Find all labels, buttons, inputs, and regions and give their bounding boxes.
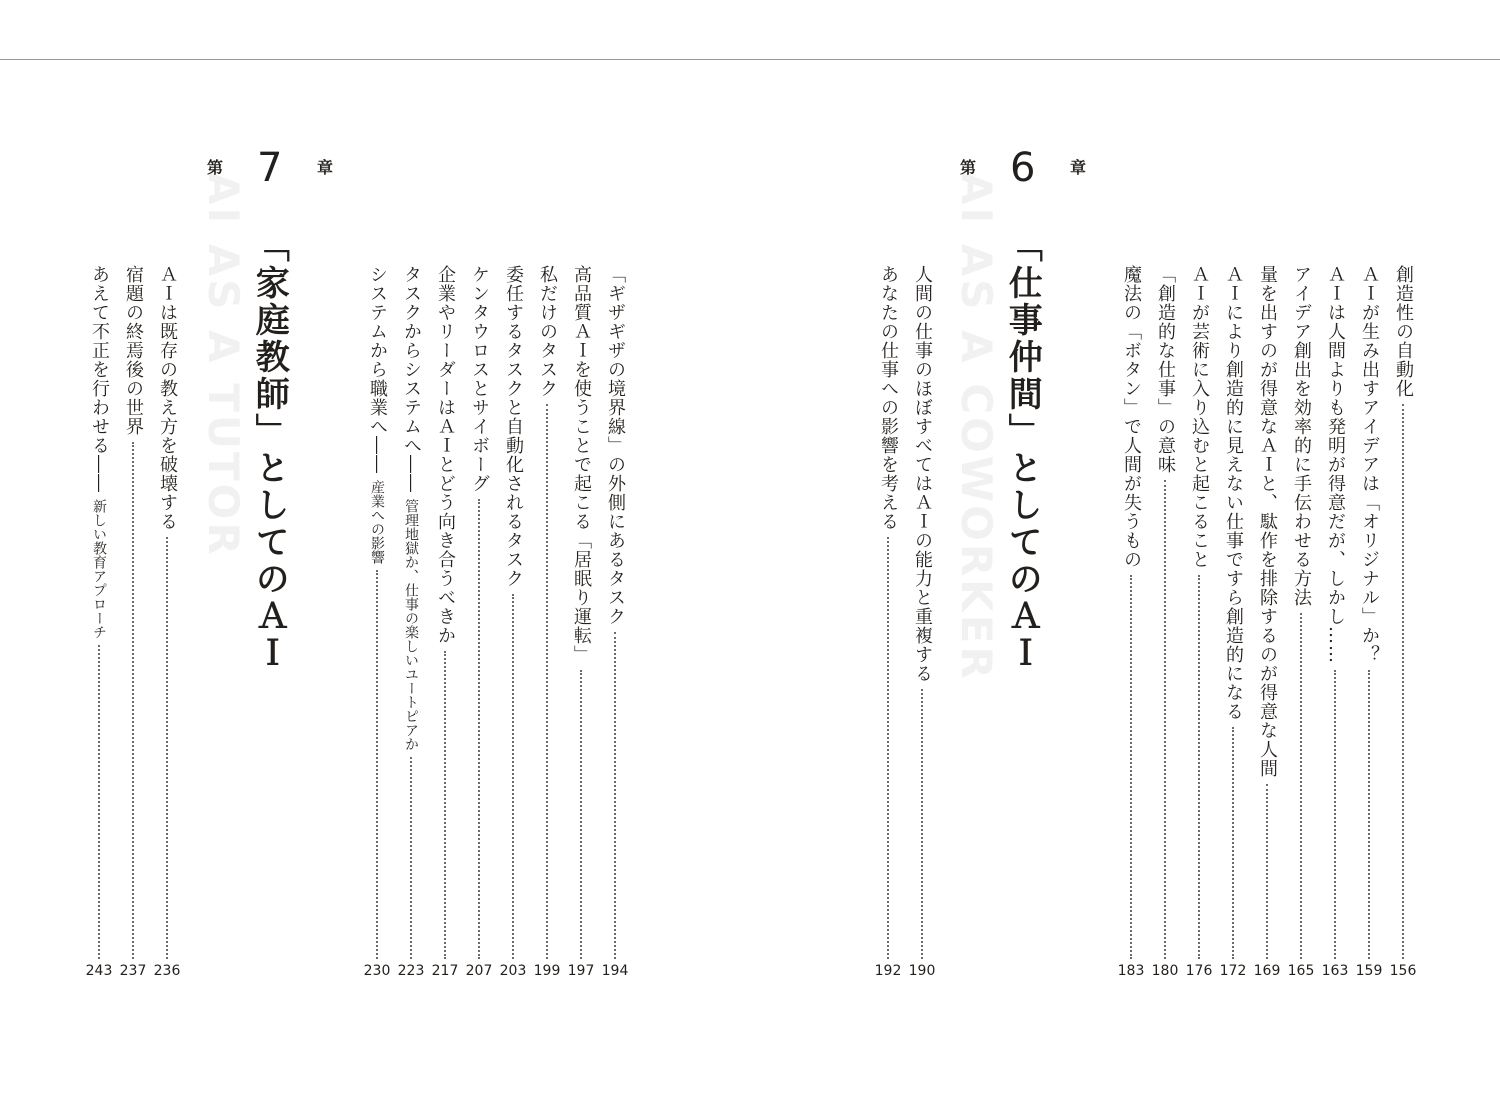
toc-entry[interactable] xyxy=(1355,265,1383,959)
toc-page-number[interactable]: 237 xyxy=(119,963,147,979)
toc-page-number[interactable]: 180 xyxy=(1151,963,1179,979)
toc-entry-title: 「創造的な仕事」の意味 xyxy=(1155,265,1176,474)
toc-page-number[interactable]: 183 xyxy=(1117,963,1145,979)
toc-entry[interactable] xyxy=(1287,265,1315,959)
toc-page-number[interactable]: 203 xyxy=(499,963,527,979)
toc-entry[interactable] xyxy=(1117,265,1145,959)
toc-entry-title: あえて不正を行わせる―― xyxy=(89,265,110,493)
toc-entry[interactable] xyxy=(874,265,902,959)
toc-page-number[interactable]: 169 xyxy=(1253,963,1281,979)
dot-leader xyxy=(921,689,923,959)
dot-leader xyxy=(1164,480,1166,959)
dot-leader xyxy=(98,645,100,959)
dot-leader xyxy=(1334,670,1336,959)
dot-leader xyxy=(614,632,616,959)
toc-entry-subtitle: 管理地獄か、仕事の楽しいユートピアか xyxy=(403,499,419,751)
toc-page-number[interactable]: 176 xyxy=(1185,963,1213,979)
toc-page-number[interactable]: 223 xyxy=(397,963,425,979)
dot-leader xyxy=(410,757,412,959)
toc-page-number[interactable]: 165 xyxy=(1287,963,1315,979)
toc-entry[interactable] xyxy=(431,265,459,959)
chapter7-title: 「家庭教師」としてのＡＩ xyxy=(249,228,290,672)
toc-page-number[interactable]: 243 xyxy=(85,963,113,979)
toc-page-number[interactable]: 194 xyxy=(601,963,629,979)
toc-page-number[interactable]: 190 xyxy=(908,963,936,979)
toc-entry-title: 委任するタスクと自動化されるタスク xyxy=(503,265,524,588)
toc-entry[interactable] xyxy=(499,265,527,959)
dot-leader xyxy=(546,404,548,959)
toc-page-number[interactable]: 207 xyxy=(465,963,493,979)
toc-entry-title: ＡＩは人間よりも発明が得意だが、しかし…… xyxy=(1325,265,1346,664)
dot-leader xyxy=(1368,670,1370,959)
chapter7-english-title: AI AS A TUTOR xyxy=(199,172,248,558)
toc-entry[interactable] xyxy=(567,265,595,959)
toc-entry[interactable] xyxy=(601,265,629,959)
toc-page-number[interactable]: 163 xyxy=(1321,963,1349,979)
dot-leader xyxy=(132,442,134,959)
toc-entry-title: 「ギザギザの境界線」の外側にあるタスク xyxy=(605,265,626,626)
dot-leader xyxy=(1198,575,1200,959)
chapter6-label-dai: 第 xyxy=(960,158,977,177)
toc-page-number[interactable]: 197 xyxy=(567,963,595,979)
toc-entry-title: 企業やリーダーはＡＩとどう向き合うべきか xyxy=(435,265,456,645)
toc-entry-subtitle: 新しい教育アプローチ xyxy=(91,499,107,639)
toc-entry-title: 量を出すのが得意なＡＩと、駄作を排除するのが得意な人間 xyxy=(1257,265,1278,778)
toc-entry[interactable] xyxy=(1151,265,1179,959)
toc-entry[interactable] xyxy=(153,265,181,959)
dot-leader xyxy=(376,570,378,959)
chapter7-number: 7 xyxy=(257,145,283,191)
toc-entry-subtitle: 産業への影響 xyxy=(369,480,385,564)
toc-entry-title: あなたの仕事への影響を考える xyxy=(878,265,899,531)
toc-page-number[interactable]: 172 xyxy=(1219,963,1247,979)
toc-entry-title: ＡＩが生み出すアイデアは「オリジナル」か？ xyxy=(1359,265,1380,664)
toc-entry[interactable] xyxy=(1389,265,1417,959)
top-rule xyxy=(0,59,1500,60)
chapter6-title: 「仕事仲間」としてのＡＩ xyxy=(1002,228,1043,672)
dot-leader xyxy=(1402,404,1404,959)
toc-entry-title: ＡＩは既存の教え方を破壊する xyxy=(157,265,178,531)
chapter6-label-sho: 章 xyxy=(1070,158,1087,177)
dot-leader xyxy=(887,537,889,959)
toc-entry-title: ケンタウロスとサイボーグ xyxy=(469,265,490,493)
toc-entry[interactable] xyxy=(1185,265,1213,959)
toc-entry[interactable] xyxy=(533,265,561,959)
toc-page-number[interactable]: 159 xyxy=(1355,963,1383,979)
toc-entry-title: 高品質ＡＩを使うことで起こる「居眠り運転」 xyxy=(571,265,592,664)
toc-entry[interactable] xyxy=(1219,265,1247,959)
toc-entry-title: 創造性の自動化 xyxy=(1393,265,1414,398)
toc-entry-title: 人間の仕事のほぼすべてはＡＩの能力と重複する xyxy=(912,265,933,683)
toc-entry-title: 宿題の終焉後の世界 xyxy=(123,265,144,436)
toc-page-number[interactable]: 236 xyxy=(153,963,181,979)
toc-entry[interactable] xyxy=(85,265,113,959)
toc-entry[interactable] xyxy=(465,265,493,959)
dot-leader xyxy=(1300,613,1302,959)
toc-entry[interactable] xyxy=(397,265,425,959)
dot-leader xyxy=(1266,784,1268,959)
toc-entry-title: ＡＩが芸術に入り込むと起こること xyxy=(1189,265,1210,569)
toc-page-number[interactable]: 156 xyxy=(1389,963,1417,979)
toc-entry[interactable] xyxy=(363,265,391,959)
dot-leader xyxy=(478,499,480,959)
chapter7-label-dai: 第 xyxy=(207,158,224,177)
dot-leader xyxy=(1232,727,1234,959)
toc-entry[interactable] xyxy=(908,265,936,959)
toc-entry-title: 魔法の「ボタン」で人間が失うもの xyxy=(1121,265,1142,569)
toc-entry-title: アイデア創出を効率的に手伝わせる方法 xyxy=(1291,265,1312,607)
toc-page-number[interactable]: 192 xyxy=(874,963,902,979)
chapter7-label-sho: 章 xyxy=(317,158,334,177)
toc-entry-title: 私だけのタスク xyxy=(537,265,558,398)
chapter6-english-title: AI AS A COWORKER xyxy=(952,172,1001,682)
toc-entry[interactable] xyxy=(1253,265,1281,959)
dot-leader xyxy=(444,651,446,959)
dot-leader xyxy=(580,670,582,959)
toc-entry[interactable] xyxy=(1321,265,1349,959)
dot-leader xyxy=(166,537,168,959)
dot-leader xyxy=(512,594,514,959)
toc-page-number[interactable]: 230 xyxy=(363,963,391,979)
toc-page-number[interactable]: 217 xyxy=(431,963,459,979)
toc-page-number[interactable]: 199 xyxy=(533,963,561,979)
toc-entry[interactable] xyxy=(119,265,147,959)
toc-entry-title: システムから職業へ―― xyxy=(367,265,388,474)
toc-entry-title: ＡＩにより創造的に見えない仕事ですら創造的になる xyxy=(1223,265,1244,721)
chapter6-number: 6 xyxy=(1010,145,1036,191)
toc-entry-title: タスクからシステムへ―― xyxy=(401,265,422,493)
dot-leader xyxy=(1130,575,1132,959)
